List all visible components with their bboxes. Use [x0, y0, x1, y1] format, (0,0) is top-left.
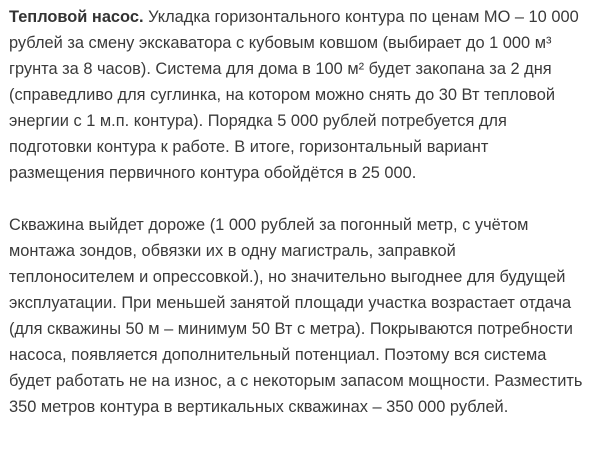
text-line: эксплуатации. При меньшей занятой площади участка возрастает отдача	[9, 294, 572, 312]
paragraph-borehole	[9, 212, 599, 420]
paragraph-heat-pump	[9, 4, 599, 186]
text-line: насоса, появляется дополнительный потенциал. Поэтому вся система	[9, 346, 547, 364]
text-line	[9, 4, 599, 30]
text-line: рублей за смену экскаватора с кубовым ковшом (выбирает до 1 000 м³	[9, 34, 552, 52]
text-line: Скважина выйдет дороже (1 000 рублей за погонный метр, с учётом	[9, 216, 529, 234]
text-line: энергии с 1 м.п. контура). Порядка 5 000 рублей потребуется для	[9, 112, 507, 130]
text-line: (справедливо для суглинка, на котором можно снять до 30 Вт тепловой	[9, 86, 555, 104]
text-line: размещения первичного контура обойдётся в 25 000.	[9, 164, 417, 182]
paragraph-lead: Тепловой насос.	[9, 8, 144, 26]
text-line: будет работать не на износ, а с некоторым запасом мощности. Разместить	[9, 372, 583, 390]
line-text: Укладка горизонтального контура по ценам МО – 10 000	[143, 8, 579, 26]
article-body	[9, 4, 599, 420]
text-line: 350 метров контура в вертикальных скважинах – 350 000 рублей.	[9, 398, 509, 416]
text-line: (для скважины 50 м – минимум 50 Вт с метра). Покрываются потребности	[9, 320, 573, 338]
text-line: грунта за 8 часов). Система для дома в 100 м² будет закопана за 2 дня	[9, 60, 552, 78]
text-line: подготовки контура к работе. В итоге, горизонтальный вариант	[9, 138, 489, 156]
text-line: теплоносителем и опрессовкой.), но значительно выгоднее для будущей	[9, 268, 566, 286]
text-line: монтажа зондов, обвязки их в одну магистраль, заправкой	[9, 242, 456, 260]
